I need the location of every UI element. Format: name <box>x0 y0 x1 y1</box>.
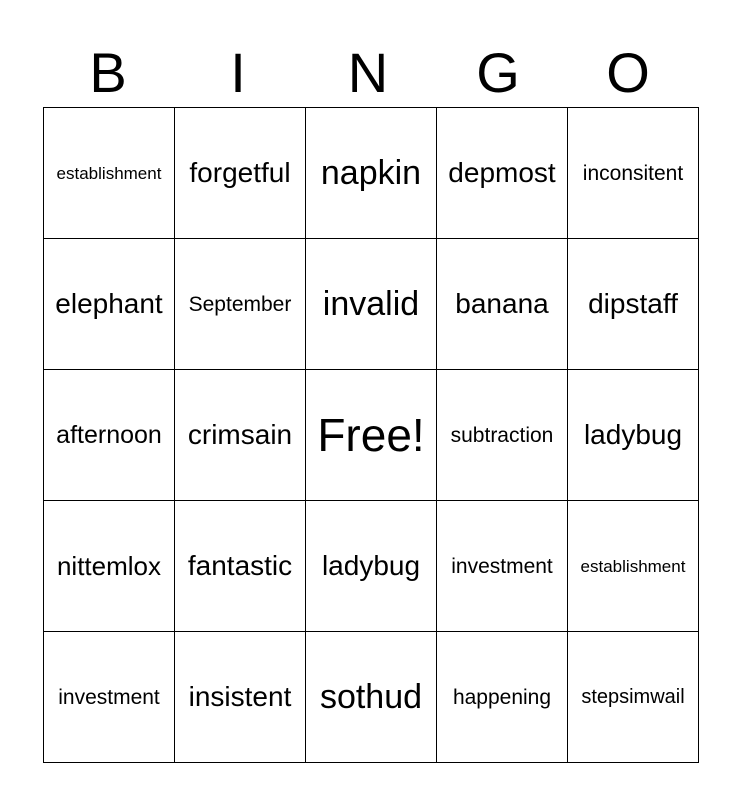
card-cell: establishment <box>568 501 699 632</box>
card-cell: stepsimwail <box>568 632 699 763</box>
card-cell: nittemlox <box>44 501 175 632</box>
card-cell: banana <box>437 239 568 370</box>
card-row <box>44 239 699 370</box>
card-cell: forgetful <box>175 108 306 239</box>
card-cell: September <box>175 239 306 370</box>
header-letter-b: B <box>89 41 127 104</box>
card-cell: investment <box>437 501 568 632</box>
card-cell: happening <box>437 632 568 763</box>
card-cell: crimsain <box>175 370 306 501</box>
free-space: Free! <box>306 370 437 501</box>
card-cell: subtraction <box>437 370 568 501</box>
bingo-card <box>43 107 699 763</box>
card-cell: napkin <box>306 108 437 239</box>
card-cell: ladybug <box>568 370 699 501</box>
card-cell: invalid <box>306 239 437 370</box>
card-row <box>44 370 699 501</box>
card-cell: elephant <box>44 239 175 370</box>
card-cell: depmost <box>437 108 568 239</box>
card-cell: afternoon <box>44 370 175 501</box>
bingo-header <box>43 40 693 106</box>
card-cell: dipstaff <box>568 239 699 370</box>
card-cell: inconsitent <box>568 108 699 239</box>
card-cell: investment <box>44 632 175 763</box>
card-row <box>44 108 699 239</box>
card-cell: ladybug <box>306 501 437 632</box>
card-cell: fantastic <box>175 501 306 632</box>
card-cell: sothud <box>306 632 437 763</box>
card-row <box>44 632 699 763</box>
card-row <box>44 501 699 632</box>
card-cell: establishment <box>44 108 175 239</box>
card-cell: insistent <box>175 632 306 763</box>
header-letter-i: I <box>230 41 246 104</box>
header-letter-o: O <box>606 41 650 104</box>
header-letter-g: G <box>476 41 520 104</box>
header-letter-n: N <box>347 41 389 104</box>
